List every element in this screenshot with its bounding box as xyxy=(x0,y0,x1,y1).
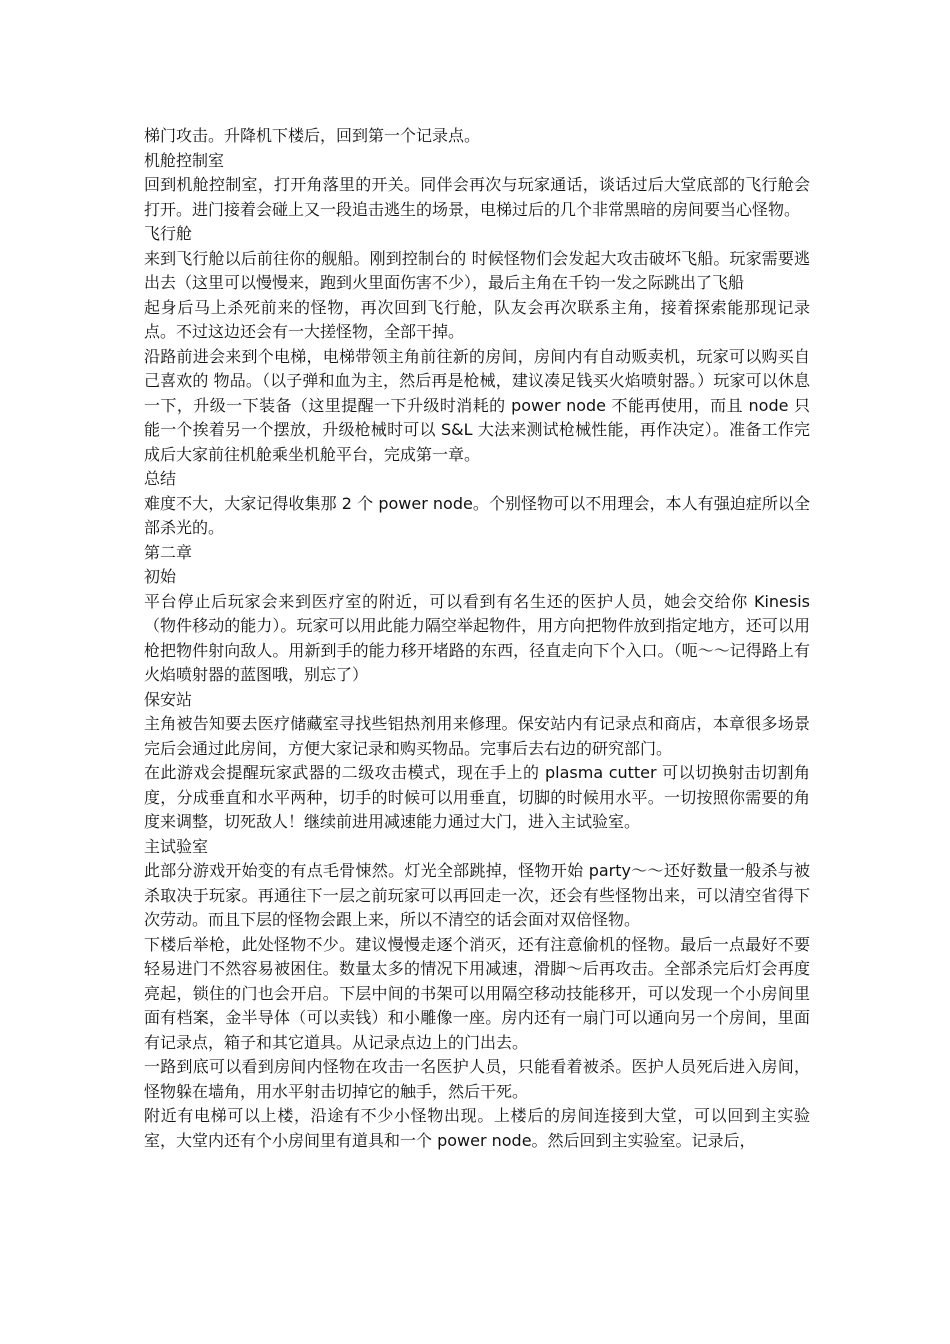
paragraph: 回到机舱控制室，打开角落里的开关。同伴会再次与玩家通话，谈话过后大堂底部的飞行舱会打开。进门接着会碰上又一段追击逃生的场景，电梯过后的几个非常黑暗的房间要当心怪物。 xyxy=(144,175,810,219)
section-heading: 初始 xyxy=(144,567,177,586)
section-heading: 飞行舱 xyxy=(144,224,193,243)
document-body xyxy=(144,124,810,1153)
paragraph: 此部分游戏开始变的有点毛骨悚然。灯光全部跳掉，怪物开始 party～～还好数量一般杀与被杀取决于玩家。再通往下一层之前玩家可以再回走一次，还会有些怪物出来，可以清空省得下次劳动。而且下层的怪物会跟上来，所以不清空的话会面对双倍怪物。 xyxy=(144,861,810,929)
section-heading: 机舱控制室 xyxy=(144,150,225,170)
paragraph: 下楼后举枪，此处怪物不少。建议慢慢走逐个消灭，还有注意偷机的怪物。最后一点最好不要轻易进门不然容易被困住。数量太多的情况下用减速，滑脚～后再攻击。全部杀完后灯会再度亮起，锁住的门也会开启。下层中间的书架可以用隔空移动技能移开，可以发现一个小房间里面有档案，金半导体（可以卖钱）和小雕像一座。房内还有一扇门可以通向另一个房间，里面有记录点，箱子和其它道具。从记录点边上的门出去。 xyxy=(144,934,810,1052)
paragraph: 主角被告知要去医疗储藏室寻找些铝热剂用来修理。保安站内有记录点和商店，本章很多场景完后会通过此房间，方便大家记录和购买物品。完事后去右边的研究部门。 xyxy=(144,714,810,758)
section-heading: 保安站 xyxy=(144,689,193,709)
paragraph: 平台停止后玩家会来到医疗室的附近，可以看到有名生还的医护人员，她会交给你 Kinesis（物件移动的能力）。玩家可以用此能力隔空举起物件，用方向把物件放到指定地方，还可以用枪把物件射向敌人。用新到手的能力移开堵路的东西，径直走向下个入口。（呃～～记得路上有火焰喷射器的蓝图哦，别忘了） xyxy=(144,591,810,684)
paragraph: 一路到底可以看到房间内怪物在攻击一名医护人员，只能看着被杀。医护人员死后进入房间，怪物躲在墙角，用水平射击切掉它的触手，然后干死。 xyxy=(144,1057,810,1101)
section-heading: 主试验室 xyxy=(144,836,209,856)
paragraph: 起身后马上杀死前来的怪物，再次回到飞行舱，队友会再次联系主角，接着探索能那现记录点。不过这边还会有一大搓怪物，全部干掉。 xyxy=(144,297,810,341)
section-heading: 第二章 xyxy=(144,542,193,562)
paragraph: 附近有电梯可以上楼，沿途有不少小怪物出现。上楼后的房间连接到大堂，可以回到主实验室，大堂内还有个小房间里有道具和一个 power node。然后回到主实验室。记录后， xyxy=(144,1106,810,1150)
paragraph: 梯门攻击。升降机下楼后，回到第一个记录点。 xyxy=(144,126,481,145)
paragraph: 来到飞行舱以后前往你的舰船。刚到控制台的 时候怪物们会发起大攻击破坏飞船。玩家需要逃出去（这里可以慢慢来，跑到火里面伤害不少），最后主角在千钧一发之际跳出了飞船 xyxy=(144,248,810,292)
paragraph: 在此游戏会提醒玩家武器的二级攻击模式，现在手上的 plasma cutter 可以切换射击切割角度，分成垂直和水平两种，切手的时候可以用垂直，切脚的时候用水平。一切按照你需要的角度来调整，切死敌人！继续前进用减速能力通过大门，进入主试验室。 xyxy=(144,763,810,831)
section-heading: 总结 xyxy=(144,469,177,488)
paragraph: 沿路前进会来到个电梯，电梯带领主角前往新的房间，房间内有自动贩卖机，玩家可以购买自己喜欢的 物品。（以子弹和血为主，然后再是枪械，建议凑足钱买火焰喷射器。）玩家可以休息一下，升级一下装备（这里提醒一下升级时消耗的 power node 不能再使用，而且 node 只能一个挨着另一个摆放，升级枪械时可以 S&L 大法来测试枪械性能，再作决定）。准备工作完成后大家前往机舱乘坐机舱平台，完成第一章。 xyxy=(144,346,810,464)
paragraph: 难度不大，大家记得收集那 2 个 power node。个别怪物可以不用理会，本人有强迫症所以全部杀光的。 xyxy=(144,493,810,537)
